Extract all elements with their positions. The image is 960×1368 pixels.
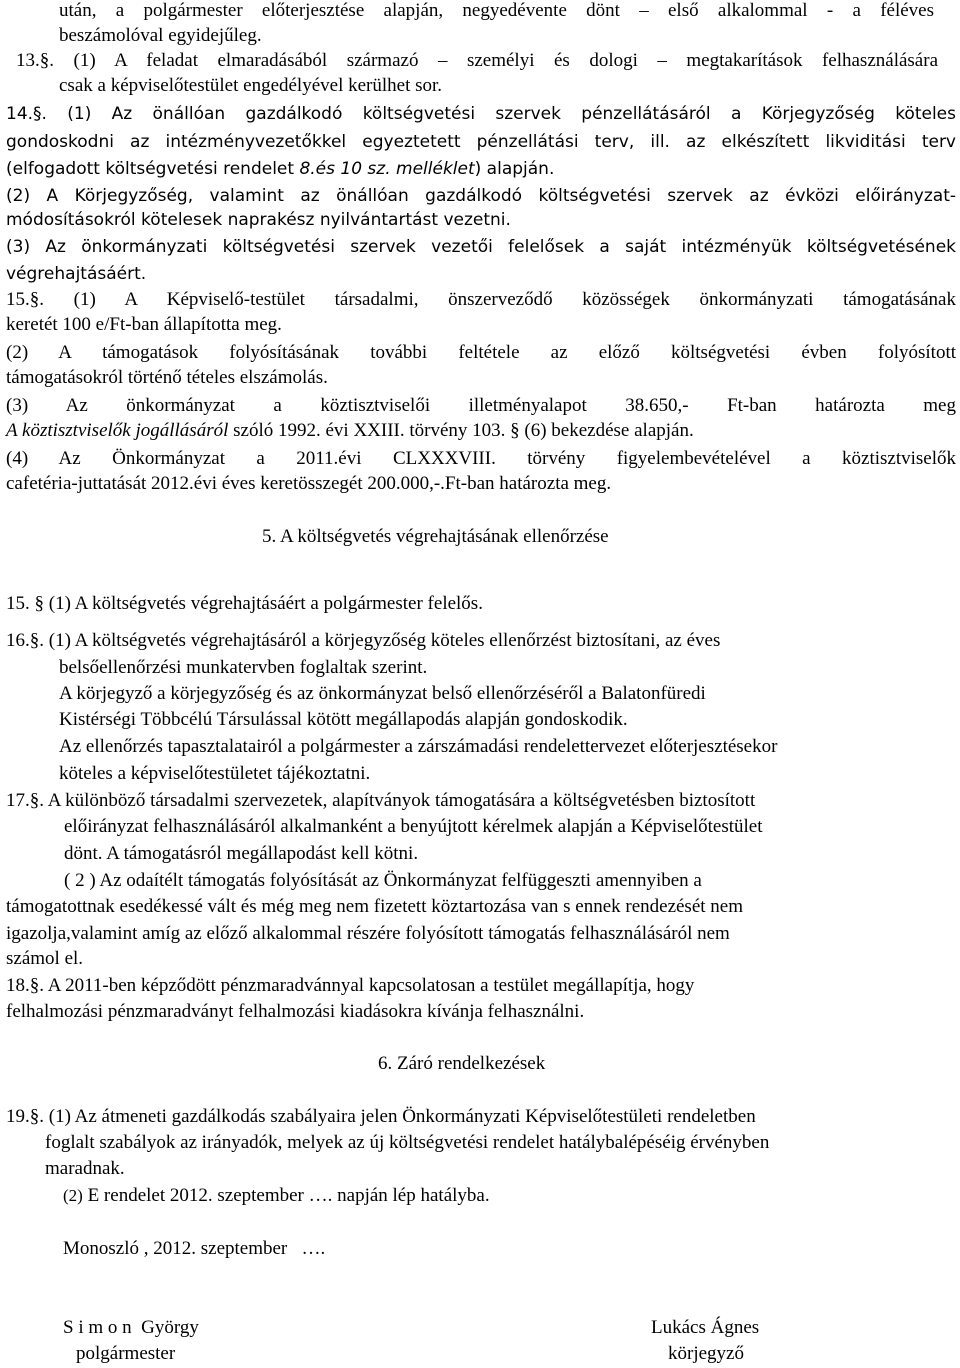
section-15-line: keretét 100 e/Ft-ban állapította meg. xyxy=(6,314,282,335)
section-14-line xyxy=(6,157,554,181)
section-17-line: támogatottnak esedékessé vált és még meg nem fizetett köztartozása van s ennek rendezését nem xyxy=(6,896,744,917)
section-16-line: 16.§. (1) A költségvetés végrehajtásáról a körjegyzőség köteles ellenőrzést biztosítani, az éves xyxy=(6,630,721,651)
section-16-line: Kistérségi Többcélú Társulással kötött megállapodás alapján gondoskodik. xyxy=(59,709,628,730)
section-14-line: (2) A Körjegyzőség, valamint az önállóan gazdálkodó költségvetési szervek az évközi előirányzat- xyxy=(6,186,956,206)
place-date: Monoszló , 2012. szeptember …. xyxy=(63,1238,326,1259)
paragraph-number: (2) xyxy=(63,1186,83,1205)
section-15-line: 15.§. (1) A Képviselő-testület társadalmi, önszerveződő közösségek önkormányzati támogatásának xyxy=(6,289,956,310)
section-14-line: gondoskodni az intézményvezetőkkel egyeztetett pénzellátási terv, ill. az elkészített likviditási terv xyxy=(6,132,956,152)
text-span: ) alapján. xyxy=(474,159,555,179)
section-15-line: (2) A támogatások folyósításának további feltétele az előző költségvetési évben folyósított xyxy=(6,342,956,363)
signature-left-title: polgármester xyxy=(76,1343,176,1364)
section-13-line: csak a képviselőtestület engedélyével kerülhet sor. xyxy=(59,75,443,96)
section-14-line: módosításokról kötelesek naprakész nyilvántartást vezetni. xyxy=(6,210,511,230)
section-19-line: maradnak. xyxy=(45,1158,125,1179)
section-13-line: 13.§. (1) A feladat elmaradásából származó – személyi és dologi – megtakarítások felhasználására xyxy=(16,50,938,71)
section-16-line: belsőellenőrzési munkatervben foglaltak szerint. xyxy=(59,657,428,678)
section-16-line: A körjegyző a körjegyzőség és az önkormányzat belső ellenőrzéséről a Balatonfüredi xyxy=(59,683,706,704)
section-14-line: végrehajtásáért. xyxy=(6,264,147,284)
signature-right-title: körjegyző xyxy=(668,1343,744,1364)
text-span: E rendelet 2012. szeptember …. napján lép hatályba. xyxy=(82,1185,490,1206)
text-line: után, a polgármester előterjesztése alapján, negyedévente dönt – első alkalommal - a féléves xyxy=(59,0,934,21)
section-19-line: 19.§. (1) Az átmeneti gazdálkodás szabályaira jelen Önkormányzati Képviselőtestületi rendeletben xyxy=(6,1106,756,1127)
signature-left-name: S i m o n György xyxy=(63,1317,199,1338)
text-span: (elfogadott költségvetési rendelet xyxy=(6,159,300,179)
section-14-line: (3) Az önkormányzati költségvetési szervek vezetői felelősek a saját intézményük költségvetésének xyxy=(6,237,956,257)
section-19-line: foglalt szabályok az irányadók, melyek az új költségvetési rendelet hatálybalépéséig érvényben xyxy=(45,1132,770,1153)
section-15-line: (3) Az önkormányzat a köztisztviselői illetményalapot 38.650,- Ft-ban határozta meg xyxy=(6,395,956,416)
section-heading-6: 6. Záró rendelkezések xyxy=(378,1053,546,1074)
section-17-line: ( 2 ) Az odaítélt támogatás folyósítását az Önkormányzat felfüggeszti amennyiben a xyxy=(64,870,702,891)
section-18-line: 18.§. A 2011-ben képződött pénzmaradvánnyal kapcsolatosan a testület megállapítja, hogy xyxy=(6,975,695,996)
text-line: beszámolóval egyidejűleg. xyxy=(59,25,262,46)
signature-right-name: Lukács Ágnes xyxy=(651,1317,760,1338)
text-span: szóló 1992. évi XXIII. törvény 103. § (6) bekezdése alapján. xyxy=(228,420,694,441)
section-15-line xyxy=(6,419,694,443)
section-19-line xyxy=(63,1184,490,1208)
section-16-line: Az ellenőrzés tapasztalatairól a polgármester a zárszámadási rendelettervezet előterjesztésekor xyxy=(59,736,778,757)
section-17-line: előirányzat felhasználásáról alkalmanként a benyújtott kérelmek alapján a Képviselőtestület xyxy=(64,816,763,837)
section-heading-5: 5. A költségvetés végrehajtásának ellenőrzése xyxy=(262,526,609,547)
section-17-line: számol el. xyxy=(6,948,84,969)
section-14-line: 14.§. (1) Az önállóan gazdálkodó költségvetési szervek pénzellátásáról a Körjegyzőség köteles xyxy=(6,104,956,124)
section-17-line: dönt. A támogatásról megállapodást kell kötni. xyxy=(64,843,419,864)
section-18-line: felhalmozási pénzmaradványt felhalmozási kiadásokra kívánja felhasználni. xyxy=(6,1001,585,1022)
section-15b-line: 15. § (1) A költségvetés végrehajtásáért a polgármester felelős. xyxy=(6,593,483,614)
section-15-line: támogatásokról történő tételes elszámolás. xyxy=(6,367,328,388)
section-17-line: 17.§. A különböző társadalmi szervezetek, alapítványok támogatására a költségvetésben biztosított xyxy=(6,790,756,811)
section-17-line: igazolja,valamint amíg az előző alkalommal részére folyósított támogatás felhasználásáról nem xyxy=(6,923,730,944)
section-15-line: cafetéria-juttatását 2012.évi éves keretösszegét 200.000,-.Ft-ban határozta meg. xyxy=(6,473,612,494)
italic-ref: 8.és 10 sz. melléklet xyxy=(299,159,475,179)
italic-title: A köztisztviselők jogállásáról xyxy=(6,420,229,441)
section-15-line: (4) Az Önkormányzat a 2011.évi CLXXXVIII. törvény figyelembevételével a köztisztviselők xyxy=(6,448,956,469)
section-16-line: köteles a képviselőtestületet tájékoztatni. xyxy=(59,763,371,784)
